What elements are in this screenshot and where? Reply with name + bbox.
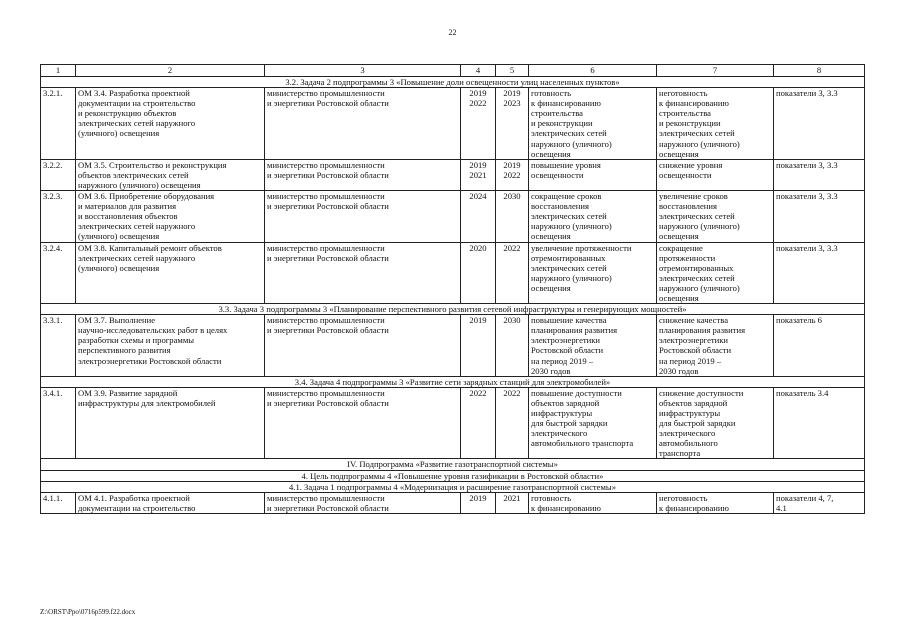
end-year: 2019 2022 [496,159,529,190]
header-cell-3: 3 [265,65,461,77]
section-row [41,459,865,470]
measure-name: ОМ 3.6. Приобретение оборудования и материалов для развития и восстановления объектов электрических сетей наружного (уличного) освещения [76,191,265,242]
measure-name: ОМ 3.8. Капитальный ремонт объектов электрических сетей наружного (уличного) освещения [76,242,265,304]
measure-name: ОМ 3.7. Выполнение научно-исследовательских работ в целях разработки схемы и программы перспективного развития электроэнергетики Ростовской области [76,315,265,377]
end-year: 2022 [496,387,529,459]
section-title: 4.1. Задача 1 подпрограммы 4 «Модернизация и расширение газотранспортной системы» [41,481,865,492]
start-year: 2019 2021 [461,159,496,190]
table-row [41,315,865,377]
measure-name: ОМ 3.5. Строительство и реконструкция объектов электрических сетей наружного (уличного) освещения [76,159,265,190]
start-year: 2019 2022 [461,88,496,160]
expected-result: повышение уровня освещенности [529,159,657,190]
section-row [41,376,865,387]
section-title: 3.3. Задача 3 подпрограммы 3 «Планирование перспективного развития сетевой инфраструктуры и генерирующих мощностей» [41,304,865,315]
non-implementation-consequence: снижение доступности объектов зарядной инфраструктуры для быстрой зарядки электрического автомобильного транспорта [657,387,774,459]
start-year: 2024 [461,191,496,242]
end-year: 2022 [496,242,529,304]
row-number: 3.2.1. [41,88,76,160]
expected-result: увеличение протяженности отремонтированных электрических сетей наружного (уличного) освещения [529,242,657,304]
section-row [41,77,865,88]
table-row [41,242,865,304]
row-number: 3.2.4. [41,242,76,304]
expected-result: повышение доступности объектов зарядной инфраструктуры для быстрой зарядки электрического автомобильного транспорта [529,387,657,459]
table-row [41,492,865,513]
section-row [41,304,865,315]
non-implementation-consequence: снижение качества планирования развития электроэнергетики Ростовской области на период 2019 – 2030 годов [657,315,774,377]
executor: министерство промышленности и энергетики Ростовской области [265,242,461,304]
indicator-link: показатель 6 [774,315,865,377]
row-number: 4.1.1. [41,492,76,513]
start-year: 2020 [461,242,496,304]
program-table [40,64,865,514]
executor: министерство промышленности и энергетики Ростовской области [265,191,461,242]
section-title: 3.4. Задача 4 подпрограммы 3 «Развитие сети зарядных станций для электромобилей» [41,376,865,387]
goal-title: 4. Цель подпрограммы 4 «Повышение уровня газификации в Ростовской области» [41,470,865,481]
row-number: 3.2.3. [41,191,76,242]
header-cell-8: 8 [774,65,865,77]
header-cell-5: 5 [496,65,529,77]
end-year: 2021 [496,492,529,513]
expected-result: готовность к финансированию [529,492,657,513]
header-cell-4: 4 [461,65,496,77]
executor: министерство промышленности и энергетики Ростовской области [265,88,461,160]
page-number: 22 [448,28,457,37]
non-implementation-consequence: снижение уровня освещенности [657,159,774,190]
section-title: 3.2. Задача 2 подпрограммы 3 «Повышение доли освещенности улиц населенных пунктов» [41,77,865,88]
non-implementation-consequence: сокращение протяженности отремонтированных электрических сетей наружного (уличного) освещения [657,242,774,304]
column-number-header [41,65,865,77]
subprogram-title: IV. Подпрограмма «Развитие газотранспортной системы» [41,459,865,470]
indicator-link: показатель 3.4 [774,387,865,459]
measure-name: ОМ 3.9. Развитие зарядной инфраструктуры для электромобилей [76,387,265,459]
executor: министерство промышленности и энергетики Ростовской области [265,159,461,190]
expected-result: готовность к финансированию строительства и реконструкции электрических сетей наружного (уличного) освещения [529,88,657,160]
header-cell-6: 6 [529,65,657,77]
start-year: 2019 [461,315,496,377]
table-row [41,387,865,459]
expected-result: повышение качества планирования развития электроэнергетики Ростовской области на период 2019 – 2030 годов [529,315,657,377]
executor: министерство промышленности и энергетики Ростовской области [265,315,461,377]
indicator-link: показатели 3, 3.3 [774,191,865,242]
row-number: 3.2.2. [41,159,76,190]
header-cell-2: 2 [76,65,265,77]
indicator-link: показатели 4, 7, 4.1 [774,492,865,513]
end-year: 2019 2023 [496,88,529,160]
expected-result: сокращение сроков восстановления электрических сетей наружного (уличного) освещения [529,191,657,242]
executor: министерство промышленности и энергетики Ростовской области [265,492,461,513]
indicator-link: показатели 3, 3.3 [774,159,865,190]
end-year: 2030 [496,191,529,242]
indicator-link: показатели 3, 3.3 [774,242,865,304]
end-year: 2030 [496,315,529,377]
table-row [41,88,865,160]
measure-name: ОМ 4.1. Разработка проектной документации на строительство [76,492,265,513]
section-row [41,481,865,492]
section-row [41,470,865,481]
non-implementation-consequence: увеличение сроков восстановления электрических сетей наружного (уличного) освещения [657,191,774,242]
start-year: 2019 [461,492,496,513]
non-implementation-consequence: неготовность к финансированию строительства и реконструкции электрических сетей наружного (уличного) освещения [657,88,774,160]
header-cell-1: 1 [41,65,76,77]
start-year: 2022 [461,387,496,459]
measure-name: ОМ 3.4. Разработка проектной документации на строительство и реконструкцию объектов электрических сетей наружного (уличного) освещения [76,88,265,160]
executor: министерство промышленности и энергетики Ростовской области [265,387,461,459]
header-cell-7: 7 [657,65,774,77]
indicator-link: показатели 3, 3.3 [774,88,865,160]
row-number: 3.4.1. [41,387,76,459]
table-row [41,159,865,190]
file-path-footer: Z:\ORST\Ppo\0716p599.f22.docx [40,608,136,616]
row-number: 3.3.1. [41,315,76,377]
table-row [41,191,865,242]
non-implementation-consequence: неготовность к финансированию [657,492,774,513]
